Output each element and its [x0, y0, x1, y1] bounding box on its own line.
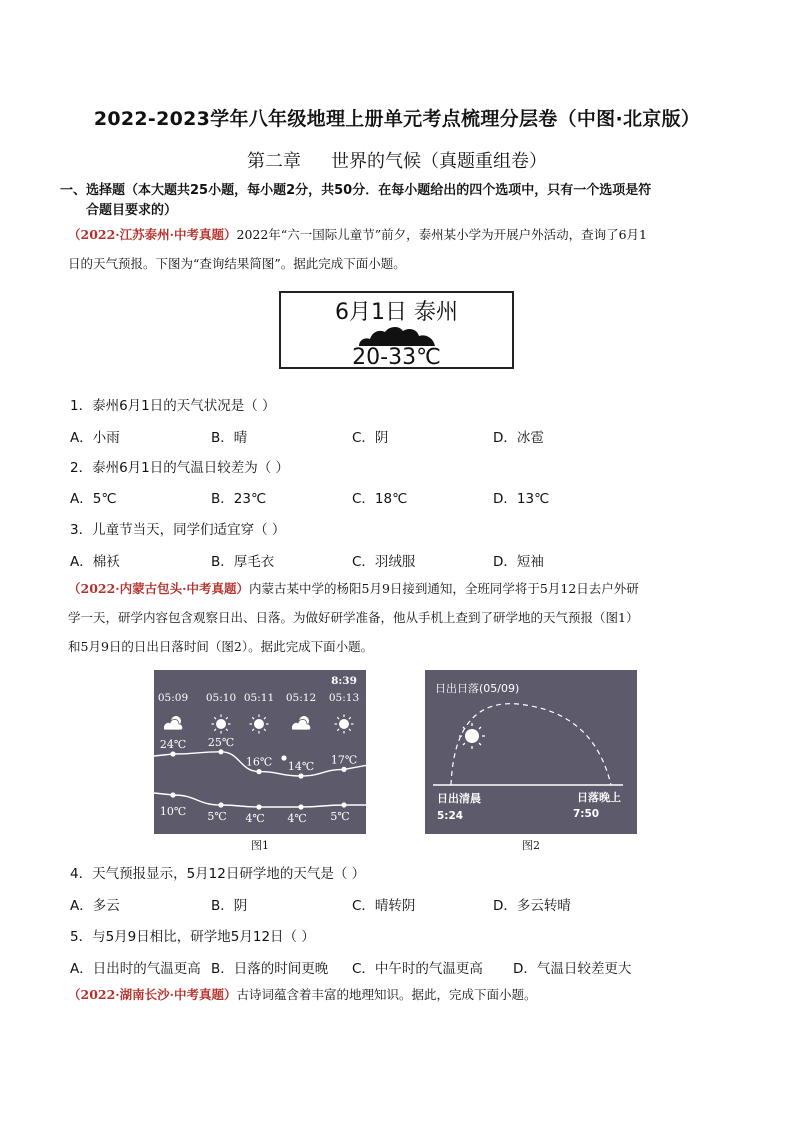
- question-2-stem: 2．泰州6月1日的气温日较差为（ ）: [70, 460, 290, 476]
- figure-2-caption: 图2: [522, 839, 540, 852]
- passage-2-line-2: 学一天，研学内容包含观察日出、日落。为做好研学准备，他从手机上查到了研学地的天气预报（图1）: [68, 610, 639, 625]
- sun-icon: [459, 723, 485, 749]
- q1-option-a[interactable]: A．小雨: [70, 430, 120, 446]
- passage-2-source: （2022·内蒙古包头·中考真题）: [68, 581, 249, 596]
- forecast-date: 05:13: [328, 692, 360, 704]
- low-temp-label: 4℃: [287, 812, 307, 825]
- question-1-stem: 1．泰州6月1日的天气状况是（ ）: [70, 398, 276, 414]
- q2-option-b[interactable]: B．23℃: [211, 491, 267, 507]
- passage-1-line-1: 2022年“六一国际儿童节”前夕，泰州某小学为开展户外活动，查询了6月1: [236, 227, 647, 242]
- q1-option-d[interactable]: D．冰雹: [493, 430, 544, 446]
- section-header: [60, 181, 750, 221]
- passage-1-line-2: 日的天气预报。下图为“查询结果简图”。据此完成下面小题。: [68, 256, 406, 271]
- passage-3: [68, 980, 738, 1009]
- q3-option-a[interactable]: A．棉袄: [70, 554, 120, 570]
- passage-2-line-3: 和5月9日的日出日落时间（图2）。据此完成下面小题。: [68, 639, 374, 654]
- q5-option-d[interactable]: D．气温日较差更大: [513, 961, 632, 977]
- low-temp-point: [256, 804, 261, 809]
- sunny-icon: [212, 715, 231, 734]
- low-temp-label: 5℃: [330, 810, 350, 823]
- high-temp-point: [170, 751, 175, 756]
- high-temp-label: 25℃: [207, 735, 235, 749]
- chapter-title: 世界的气候（真题重组卷）: [331, 151, 547, 172]
- passage-3-source: （2022·湖南长沙·中考真题）: [68, 987, 237, 1002]
- q5-option-b[interactable]: B．日落的时间更晚: [211, 961, 329, 977]
- high-temp-label: 14℃: [287, 760, 315, 773]
- figure-2-sunrise-sunset: [425, 670, 637, 834]
- high-temp-label: 17℃: [330, 753, 358, 767]
- q2-option-a[interactable]: A．5℃: [70, 491, 117, 507]
- low-temp-point: [170, 792, 175, 797]
- sunset-time: 7:50: [573, 808, 600, 820]
- chapter-heading: [0, 147, 794, 173]
- chart-dot: [281, 755, 286, 760]
- partly-cloudy-icon: [292, 716, 311, 730]
- low-temp-point: [298, 804, 303, 809]
- q3-option-c[interactable]: C．羽绒服: [352, 554, 416, 570]
- sunny-icon: [335, 715, 354, 734]
- sunrise-time: 5:24: [437, 810, 464, 822]
- q2-option-d[interactable]: D．13℃: [493, 491, 550, 507]
- forecast-date: 05:12: [285, 692, 317, 704]
- passage-2-line-1: 内蒙古某中学的杨阳5月9日接到通知，全班同学将于5月12日去户外研: [249, 581, 639, 596]
- figure-1-caption: 图1: [251, 839, 269, 852]
- high-temp-point: [256, 769, 261, 774]
- high-temp-point: [298, 773, 303, 778]
- figure-2-title: 日出日落(05/09): [435, 682, 520, 695]
- partly-cloudy-icon: [164, 716, 183, 730]
- forecast-date: 05:10: [205, 692, 237, 704]
- q4-option-a[interactable]: A．多云: [70, 898, 120, 914]
- passage-2: [68, 574, 738, 661]
- passage-1: [68, 220, 738, 278]
- low-temp-label: 10℃: [159, 805, 187, 818]
- low-temp-label: 5℃: [207, 810, 227, 823]
- question-4-stem: 4．天气预报显示，5月12日研学地的天气是（ ）: [70, 866, 366, 882]
- q4-option-c[interactable]: C．晴转阴: [352, 898, 416, 914]
- section-line-1: 一、选择题（本大题共25小题，每小题2分，共50分．在每小题给出的四个选项中，只有一个选项是符: [60, 183, 652, 198]
- low-temp-label: 4℃: [245, 812, 265, 825]
- q3-option-d[interactable]: D．短袖: [493, 554, 544, 570]
- q1-option-b[interactable]: B．晴: [211, 430, 248, 446]
- passage-1-source: （2022·江苏泰州·中考真题）: [68, 227, 237, 242]
- passage-3-text: 古诗词蕴含着丰富的地理知识。据此，完成下面小题。: [236, 987, 537, 1002]
- section-line-2: 合题目要求的）: [86, 203, 178, 218]
- figure-1-forecast: [154, 670, 366, 834]
- sun-path-arc: [451, 704, 611, 785]
- chapter-number: 第二章: [247, 151, 301, 172]
- sunny-icon: [250, 715, 269, 734]
- q5-option-c[interactable]: C．中午时的气温更高: [352, 961, 483, 977]
- forecast-chart: [154, 670, 366, 834]
- weather-box-temp: 20-33℃: [352, 345, 441, 370]
- high-temp-point: [218, 749, 223, 754]
- q4-option-b[interactable]: B．阴: [211, 898, 248, 914]
- forecast-date: 05:11: [243, 692, 275, 704]
- weather-query-box: [279, 291, 514, 369]
- cloud-icon: [357, 325, 437, 347]
- sunset-label: 日落晚上: [577, 791, 621, 804]
- high-temp-label: 16℃: [245, 755, 273, 769]
- q3-option-b[interactable]: B．厚毛衣: [211, 554, 275, 570]
- q4-option-d[interactable]: D．多云转晴: [493, 898, 571, 914]
- low-temp-point: [341, 802, 346, 807]
- q1-option-c[interactable]: C．阴: [352, 430, 389, 446]
- forecast-date: 05:09: [157, 692, 189, 704]
- q2-option-c[interactable]: C．18℃: [352, 491, 408, 507]
- low-temp-point: [218, 802, 223, 807]
- forecast-clock: 8:39: [331, 675, 357, 687]
- page-title: 2022-2023学年八年级地理上册单元考点梳理分层卷（中图·北京版）: [93, 108, 701, 130]
- question-5-stem: 5．与5月9日相比，研学地5月12日（ ）: [70, 929, 315, 945]
- question-3-stem: 3．儿童节当天，同学们适宜穿（ ）: [70, 522, 286, 538]
- high-temp-point: [341, 767, 346, 772]
- high-temp-label: 24℃: [159, 738, 187, 751]
- weather-box-head: 6月1日 泰州: [335, 300, 458, 325]
- sunrise-label: 日出清晨: [437, 792, 481, 805]
- sun-arc-diagram: [425, 670, 637, 834]
- q5-option-a[interactable]: A．日出时的气温更高: [70, 961, 201, 977]
